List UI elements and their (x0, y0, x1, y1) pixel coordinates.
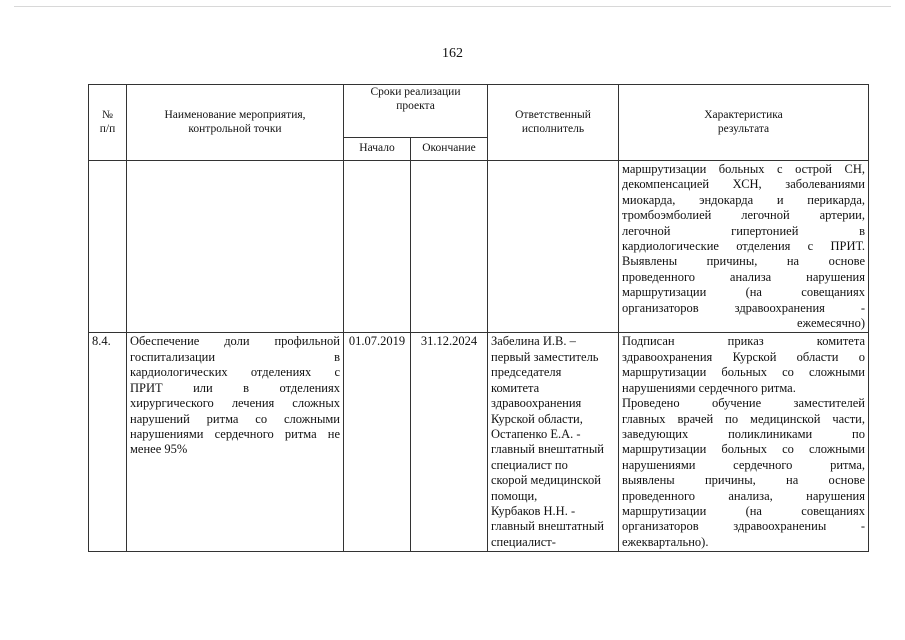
header-timeline: Сроки реализации проекта (344, 85, 488, 138)
page-number: 162 (442, 46, 463, 61)
cell-activity (127, 161, 344, 333)
header-end: Окончание (411, 138, 488, 161)
table-row (89, 333, 869, 552)
cell-number: 8.4. (89, 333, 127, 552)
header-result: Характеристика результата (619, 85, 869, 161)
header-responsible: Ответственный исполнитель (488, 85, 619, 161)
table-row (89, 161, 869, 333)
cell-responsible: Забелина И.В. – первый заместитель председателя комитета здравоохранения Курской области, Остапенко Е.А. - главный внештатный специалист по скорой медицинской помощи, Курбаков Н.Н. - главный внештатный специалист- (488, 333, 619, 552)
top-rule (14, 6, 891, 7)
cell-result: Подписан приказ комитета здравоохранения Курской области о маршрутизации больных со сложными нарушениями сердечного ритма. Проведено обучение заместителей главных врачей по медицинской части, заведующих поликлиниками по маршрутизации больных со сложными нарушениями сердечного ритма, выявлены причины, на основе проведенного анализа, нарушения маршрутизации (на совещаниях организаторов здравоохранениы - ежеквартально). (619, 333, 869, 552)
cell-end (411, 161, 488, 333)
header-number: № п/п (89, 85, 127, 161)
cell-result: маршрутизации больных с острой СН, декомпенсацией ХСН, заболеваниями миокарда, эндокарда и перикарда, тромбоэмболией легочной артерии, легочной гипертонией в кардиологические отделения с ПРИТ. Выявлены причины, на основе проведенного анализа нарушения маршрутизации (на совещаниях организаторов здравоохранения - ежемесячно) (619, 161, 869, 333)
cell-responsible (488, 161, 619, 333)
cell-end: 31.12.2024 (411, 333, 488, 552)
header-row (89, 85, 869, 138)
header-activity: Наименование мероприятия, контрольной точки (127, 85, 344, 161)
header-start: Начало (344, 138, 411, 161)
cell-activity: Обеспечение доли профильной госпитализации в кардиологических отделениях с ПРИТ или в отделениях хирургического лечения сложных нарушений ритма со сложными нарушениями сердечного ритма не менее 95% (127, 333, 344, 552)
cell-number (89, 161, 127, 333)
project-table (88, 84, 869, 552)
cell-start (344, 161, 411, 333)
cell-start: 01.07.2019 (344, 333, 411, 552)
